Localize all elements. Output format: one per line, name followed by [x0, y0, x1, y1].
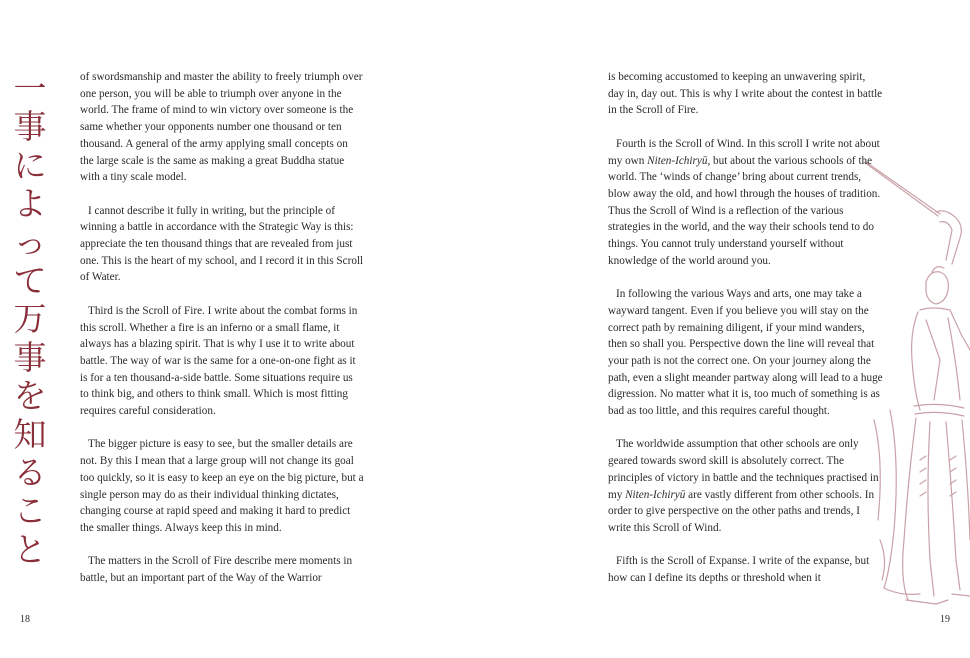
- text-run: The worldwide assumption that other schools are only geared towards sword skill is absolutely correct. The principles of victory in battle and the techniques practised in my: [608, 438, 879, 501]
- title-char: 事: [13, 337, 47, 377]
- paragraph: Third is the Scroll of Fire. I write about the combat forms in this scroll. Whether a fire is an inferno or a small flame, it always has a blazing spirit. That is why I use it to write about battle. The way of war is the same for a one-on-one fight as it is for a ten thousand-a-side battle. Some situations require us to think big, and others to think small. Which is most fitting requires careful consideration.: [80, 304, 358, 418]
- paragraph: The matters in the Scroll of Fire describe mere moments in battle, but an important part of the Way of the Warrior: [80, 555, 353, 585]
- vertical-chapter-title: [10, 69, 50, 571]
- title-char: 事: [13, 107, 47, 147]
- paragraph: In following the various Ways and arts, one may take a wayward tangent. Even if you believe you will stay on the correct path by remaining diligent, if your mind wanders, then so shall you. Perspective down the line will reveal that your path is not the correct one. On your journey along the path, even a slight meander partway along will lead to a huge digression. No matter what it is, too much of something is as bad as too little, and this requires careful thought.: [608, 288, 883, 418]
- page-number-left: 18: [20, 614, 30, 625]
- title-char: て: [13, 260, 47, 300]
- text-run: Fourth is the Scroll of Wind. In this scroll I write not about my own: [608, 137, 880, 167]
- paragraph: of swordsmanship and master the ability to freely triumph over one person, you will be able to triumph over anyone in the world. The frame of mind to win victory over someone is the same whether your opponents number one thousand or ten thousand. A general of the army applying small concepts on the large scale is the same as making a great Buddha statue with a tiny scale model.: [80, 71, 363, 184]
- title-char: を: [13, 376, 47, 416]
- title-char: こ: [13, 491, 47, 531]
- paragraph: The bigger picture is easy to see, but the smaller details are not. By this I mean that a large group will not change its goal too quickly, so it is easy to keep an eye on the big picture, but a single person may do as their individual thinking dictates, changing course at rapid speed and making it hard to predict the smaller things. Always keep this in mind.: [80, 438, 364, 534]
- title-char: っ: [13, 222, 47, 262]
- text-run: are vastly different from other schools. In order to give perspective on the other paths and trends, I write this Scroll of Wind.: [608, 488, 875, 534]
- paragraph: [608, 436, 884, 536]
- title-char: と: [13, 529, 47, 569]
- title-char: る: [13, 452, 47, 492]
- paragraph: I cannot describe it fully in writing, but the principle of winning a battle in accordance with the Strategic Way is this: appreciate the ten thousand things that are revealed from just one. This is the heart of my school, and I record it in this Scroll of Water.: [80, 204, 364, 284]
- title-char: に: [13, 145, 47, 185]
- title-char: 一: [13, 69, 47, 108]
- page-number-right: 19: [940, 614, 950, 625]
- italic-term: Niten-Ichiryū: [625, 488, 686, 501]
- italic-term: Niten-Ichiryū: [647, 154, 708, 167]
- title-char: 万: [13, 299, 47, 339]
- left-page-text: [80, 69, 364, 603]
- paragraph: Fifth is the Scroll of Expanse. I write of the expanse, but how can I define its depths or threshold when it: [608, 555, 870, 585]
- title-char: よ: [13, 184, 47, 224]
- text-run: , but about the various schools of the world. The ‘winds of change’ bring about current trends, blow away the old, and howl through the houses of tradition. Thus the Scroll of Wind is a reflection of the various strategies in the world, and the way their schools tend to do things. You cannot truly understand yourself without knowledge of the world around you.: [608, 154, 881, 267]
- paragraph: [608, 136, 884, 270]
- paragraph: is becoming accustomed to keeping an unwavering spirit, day in, day out. This is why I write about the contest in battle in the Scroll of Fire.: [608, 71, 883, 117]
- title-char: 知: [13, 414, 47, 454]
- right-page-text: [608, 69, 884, 603]
